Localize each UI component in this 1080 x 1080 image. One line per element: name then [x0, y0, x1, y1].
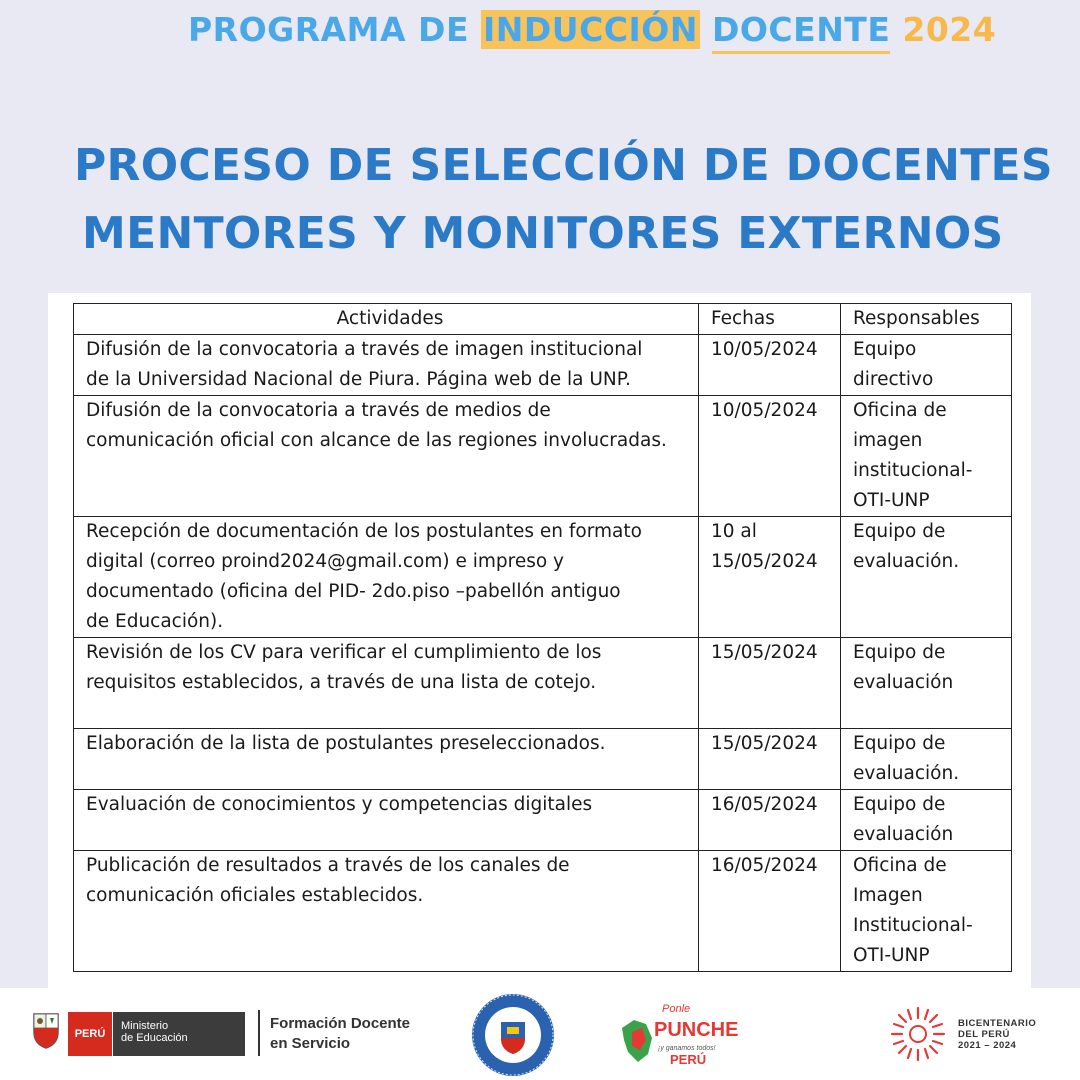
page-title-line2: MENTORES Y MONITORES EXTERNOS: [82, 208, 1004, 259]
cell-responsable: [841, 517, 1012, 638]
cell-actividad: [74, 396, 699, 517]
formacion-docente-label: [270, 1014, 410, 1054]
table-panel: [48, 293, 1031, 988]
cell-line: Institucional-: [853, 915, 973, 936]
cell-responsable: [841, 335, 1012, 396]
cell-fecha: [699, 729, 841, 790]
cell-line: de la Universidad Nacional de Piura. Página web de la UNP.: [86, 369, 631, 390]
divider: [258, 1010, 260, 1056]
cell-fecha: [699, 638, 841, 729]
cell-line: 15/05/2024: [711, 642, 818, 663]
cell-line: Difusión de la convocatoria a través de imagen institucional: [86, 339, 643, 360]
footer-logos: [0, 988, 1080, 1080]
cell-line: OTI-UNP: [853, 490, 930, 511]
cell-line: 10 al: [711, 521, 757, 542]
cell-line: institucional-: [853, 460, 973, 481]
table-row: [74, 396, 1012, 517]
cell-line: digital (correo proind2024@gmail.com) e impreso y: [86, 551, 565, 572]
cell-line: Oficina de: [853, 855, 947, 876]
cell-line: documentado (oficina del PID- 2do.piso –pabellón antiguo: [86, 581, 621, 602]
cell-line: 15/05/2024: [711, 733, 818, 754]
table-row: [74, 335, 1012, 396]
cell-line: Publicación de resultados a través de los canales de: [86, 855, 570, 876]
cell-line: evaluación.: [853, 551, 960, 572]
table-row: [74, 851, 1012, 972]
cell-responsable: [841, 729, 1012, 790]
bicentenario-line2: DEL PERÚ: [958, 1029, 1010, 1040]
header-text-induccion: INDUCCIÓN: [483, 10, 698, 49]
activities-table: [73, 303, 1012, 972]
cell-line: Elaboración de la lista de postulantes preseleccionados.: [86, 733, 606, 754]
cell-line: Equipo: [853, 339, 917, 360]
ministerio-badge: [113, 1012, 245, 1056]
cell-line: Equipo de: [853, 794, 946, 815]
ponle-punche-logo: [618, 998, 739, 1070]
cell-line: Recepción de documentación de los postulantes en formato: [86, 521, 642, 542]
cell-actividad: [74, 851, 699, 972]
cell-line: Evaluación de conocimientos y competencias digitales: [86, 794, 593, 815]
page-title-line1: PROCESO DE SELECCIÓN DE DOCENTES: [74, 140, 1053, 191]
table-header-row: [74, 304, 1012, 335]
table-row: [74, 638, 1012, 729]
program-header: [188, 10, 996, 49]
table-row: [74, 790, 1012, 851]
bicentenario-label: [958, 1018, 1036, 1051]
header-actividades: Actividades: [74, 304, 699, 335]
cell-line: 16/05/2024: [711, 794, 818, 815]
cell-responsable: [841, 396, 1012, 517]
svg-text:¡y ganamos todos!: ¡y ganamos todos!: [658, 1045, 716, 1052]
cell-responsable: [841, 638, 1012, 729]
cell-line: directivo: [853, 369, 934, 390]
cell-fecha: [699, 790, 841, 851]
cell-responsable: [841, 851, 1012, 972]
header-text-programa: PROGRAMA DE: [188, 10, 469, 49]
header-responsables: Responsables: [841, 304, 1012, 335]
cell-line: de Educación).: [86, 611, 224, 632]
cell-actividad: [74, 638, 699, 729]
header-text-docente: DOCENTE: [712, 10, 890, 54]
cell-fecha: [699, 396, 841, 517]
bicentenario-mark-icon: [888, 1004, 948, 1064]
cell-line: evaluación.: [853, 763, 960, 784]
cell-fecha: [699, 517, 841, 638]
cell-line: 10/05/2024: [711, 400, 818, 421]
cell-actividad: [74, 517, 699, 638]
coat-of-arms-icon: [28, 1010, 64, 1050]
cell-line: Equipo de: [853, 521, 946, 542]
cell-fecha: [699, 851, 841, 972]
cell-actividad: [74, 790, 699, 851]
cell-line: OTI-UNP: [853, 945, 930, 966]
cell-line: Imagen: [853, 885, 923, 906]
cell-line: Oficina de: [853, 400, 947, 421]
cell-line: requisitos establecidos, a través de una lista de cotejo.: [86, 672, 597, 693]
cell-line: Equipo de: [853, 733, 946, 754]
unp-seal-icon: [470, 992, 556, 1078]
cell-responsable: [841, 790, 1012, 851]
table-row: [74, 729, 1012, 790]
peru-badge: PERÚ: [68, 1012, 112, 1056]
cell-line: Equipo de: [853, 642, 946, 663]
cell-line: Revisión de los CV para verificar el cumplimiento de los: [86, 642, 602, 663]
bicentenario-line1: BICENTENARIO: [958, 1018, 1037, 1029]
cell-actividad: [74, 335, 699, 396]
cell-fecha: [699, 335, 841, 396]
svg-text:Ponle: Ponle: [662, 1003, 691, 1015]
cell-actividad: [74, 729, 699, 790]
svg-text:PERÚ: PERÚ: [670, 1052, 707, 1067]
ministerio-line1: Ministerio: [121, 1020, 169, 1032]
cell-line: comunicación oficial con alcance de las regiones involucradas.: [86, 430, 667, 451]
cell-line: 10/05/2024: [711, 339, 818, 360]
cell-line: comunicación oficiales establecidos.: [86, 885, 424, 906]
cell-line: 16/05/2024: [711, 855, 818, 876]
cell-line: 15/05/2024: [711, 551, 818, 572]
formacion-line2: en Servicio: [270, 1035, 351, 1052]
page-title: [74, 132, 1053, 268]
formacion-line1: Formación Docente: [270, 1015, 411, 1032]
cell-line: evaluación: [853, 824, 954, 845]
cell-line: imagen: [853, 430, 923, 451]
header-fechas: Fechas: [699, 304, 841, 335]
ministerio-line2: de Educación: [121, 1032, 188, 1044]
bicentenario-line3: 2021 – 2024: [958, 1040, 1017, 1051]
cell-line: evaluación: [853, 672, 954, 693]
header-text-year: 2024: [902, 10, 997, 49]
cell-line: Difusión de la convocatoria a través de medios de: [86, 400, 551, 421]
svg-text:PUNCHE: PUNCHE: [654, 1019, 739, 1041]
table-row: [74, 517, 1012, 638]
